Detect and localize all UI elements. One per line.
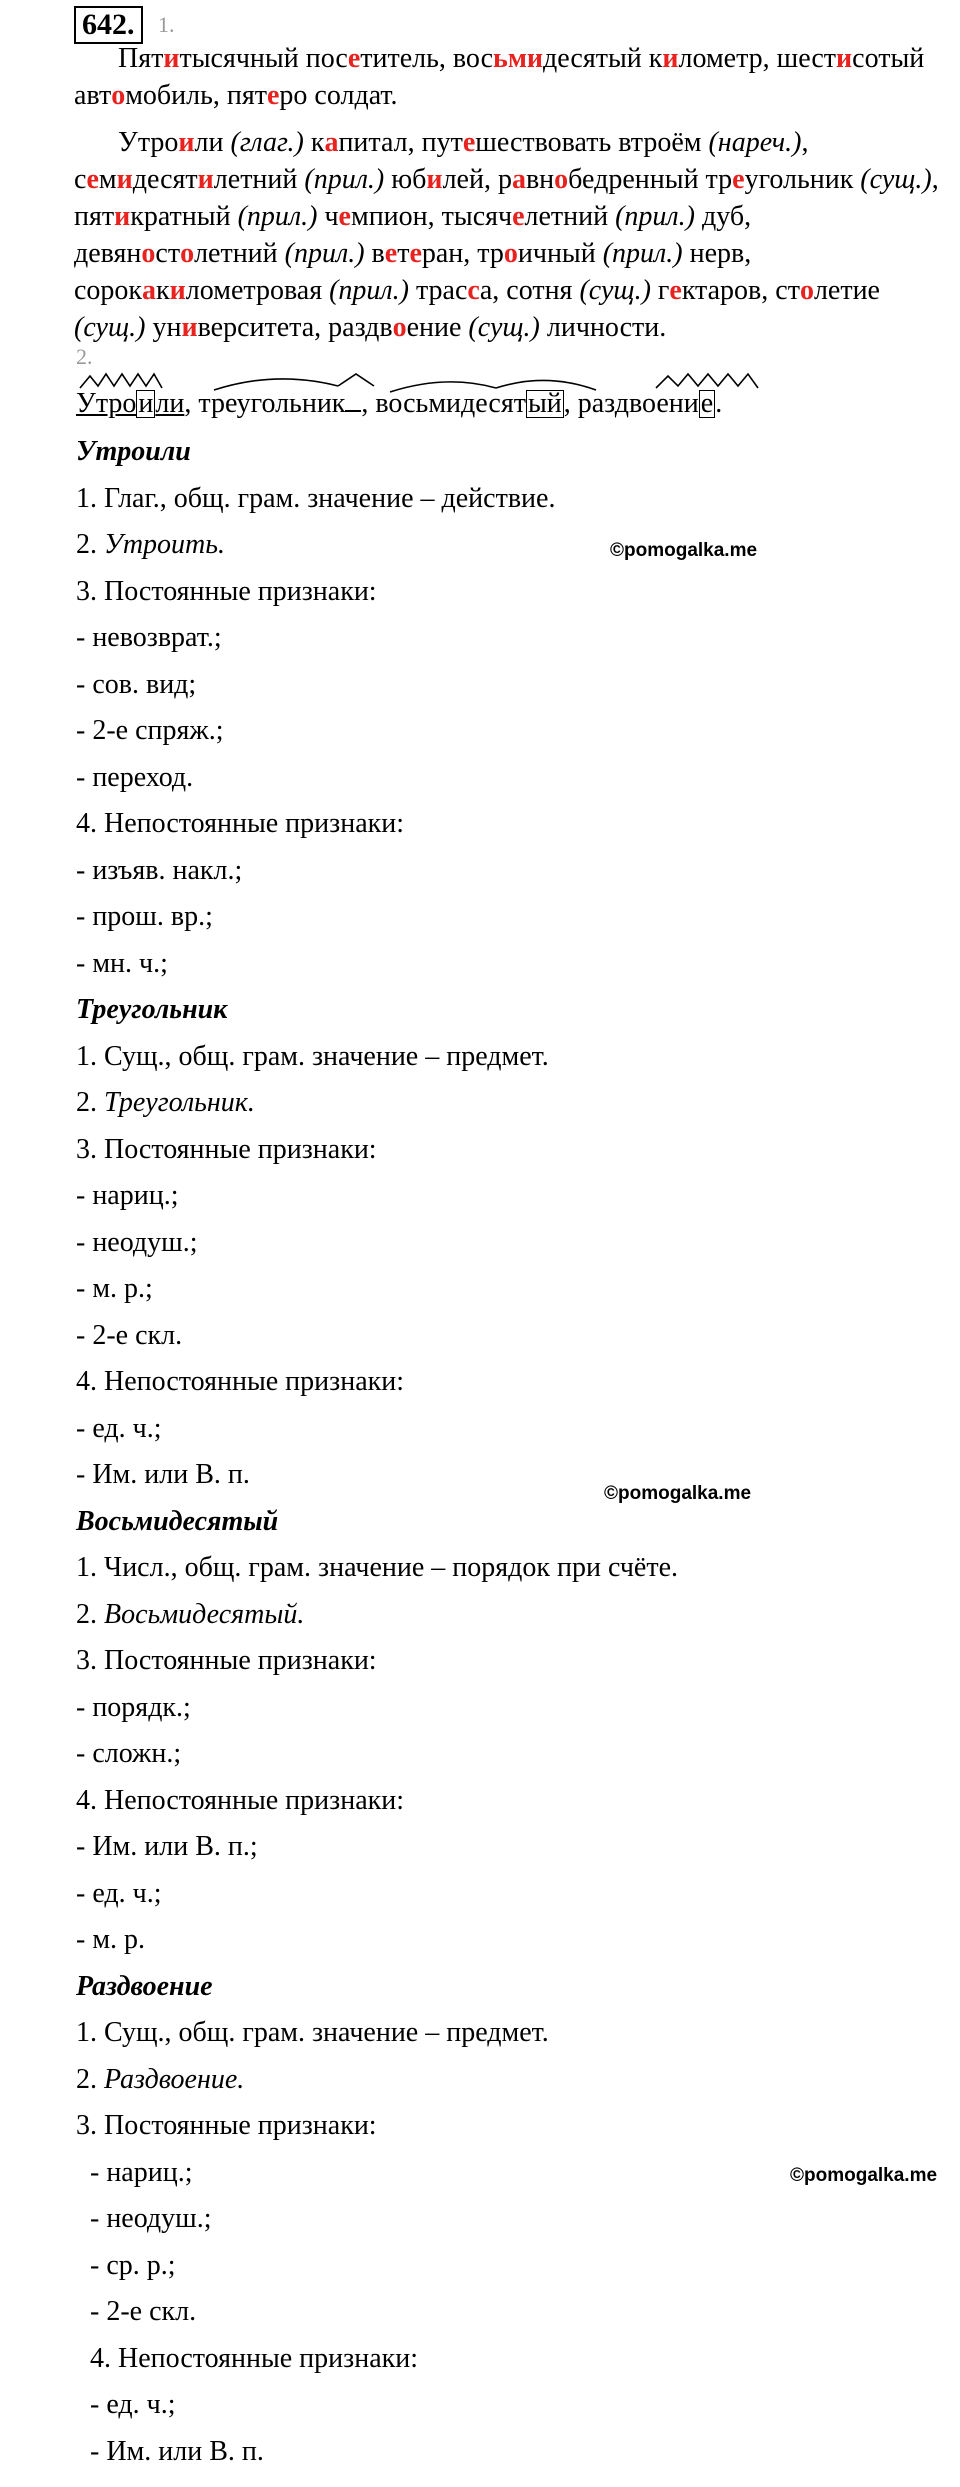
analysis-line <box>90 2203 212 2235</box>
analysis-line <box>76 1273 153 1305</box>
analysis-line <box>76 483 555 515</box>
highlighted-letter: с <box>467 275 480 306</box>
analysis-line <box>76 669 196 701</box>
word-razdvoenie: раздвоение <box>577 388 714 419</box>
section-title: Восьмидесятый <box>76 1505 279 1537</box>
part-of-speech-note: (прил.) <box>615 201 695 232</box>
analysis-line <box>76 1599 304 1631</box>
analysis-line <box>90 2250 176 2282</box>
watermark-2: ©pomogalka.me <box>604 1483 752 1504</box>
analysis-line <box>76 1134 377 1166</box>
analysis-line <box>76 1738 181 1770</box>
line-prefix: 1. <box>76 1552 104 1583</box>
suffix-mark-2 <box>338 374 374 386</box>
text-segment: ст <box>155 238 181 269</box>
line-prefix: 3. <box>76 575 104 607</box>
line-prefix: 4. <box>76 1366 104 1397</box>
line-prefix: 4. <box>90 2342 118 2374</box>
text-segment: нерв, сорок <box>74 238 752 306</box>
watermark-3: ©pomogalka.me <box>790 2165 938 2186</box>
text-segment: личности. <box>539 312 667 343</box>
text-segment: г <box>650 275 670 306</box>
text-segment: летний <box>524 201 616 232</box>
highlighted-letter: а <box>511 164 526 195</box>
analysis-line <box>76 1692 191 1724</box>
text-segment: сотый авт <box>74 43 925 111</box>
highlighted-letter: е <box>86 164 99 195</box>
line-prefix: 1. <box>76 1040 104 1072</box>
root-mark-4 <box>656 374 758 388</box>
line-text: - 2-е спряж.; <box>76 715 224 746</box>
text-segment: питал, пут <box>338 127 463 158</box>
section-title: Утроили <box>76 436 191 467</box>
line-text: Треугольник. <box>104 1087 255 1118</box>
line-text: - Им. или В. п. <box>76 1459 250 1490</box>
analysis-line <box>76 1645 377 1677</box>
line-prefix: 2. <box>76 1598 104 1630</box>
root-mark-1 <box>80 374 162 388</box>
text-segment: ичный <box>517 238 603 269</box>
part-of-speech-note: (прил.) <box>304 164 385 195</box>
line-prefix: 4. <box>76 1784 104 1816</box>
part1-paragraph-1 <box>74 40 954 114</box>
text-segment: ч <box>317 201 339 232</box>
part1-label: 1. <box>158 12 175 37</box>
analysis-line <box>76 2064 244 2096</box>
line-text: - изъяв. накл.; <box>76 854 243 886</box>
watermark-1: ©pomogalka.me <box>610 540 758 561</box>
text-segment: ун <box>145 312 182 343</box>
text-segment: тысячный пос <box>179 43 348 74</box>
line-text: - Им. или В. п.; <box>76 1831 258 1862</box>
part1-paragraph-2 <box>74 124 954 346</box>
part2-label: 2. <box>76 344 93 369</box>
line-text: - 2-е скл. <box>76 1319 183 1351</box>
highlighted-letter: и <box>169 275 186 306</box>
text-segment: дуб, девян <box>74 201 752 269</box>
analysis-line <box>90 2157 192 2189</box>
line-text: - нариц.; <box>76 1180 179 1211</box>
line-text: - м. р. <box>76 1924 146 1955</box>
analysis-line <box>76 2017 549 2049</box>
text-segment: мобиль, пят <box>125 80 267 111</box>
analysis-line <box>76 762 193 794</box>
section-title: Раздвоение <box>76 1970 213 2002</box>
part-of-speech-note: (прил.) <box>284 238 365 269</box>
text-segment: в <box>364 238 385 269</box>
text-segment: десят <box>132 164 198 195</box>
text-segment: к <box>303 127 325 158</box>
line-prefix: 2. <box>76 2063 104 2095</box>
analysis-line <box>76 1227 198 1259</box>
text-segment: вн <box>525 164 555 195</box>
highlighted-letter: и <box>116 164 133 195</box>
highlighted-letter: е <box>732 164 745 195</box>
text-segment: ро солдат. <box>279 80 398 111</box>
line-prefix: 2. <box>76 529 104 560</box>
line-text: - ед. ч.; <box>90 2389 176 2420</box>
analysis-line <box>76 1087 255 1119</box>
highlighted-letter: и <box>181 312 198 343</box>
highlighted-letter: а <box>142 275 157 306</box>
analysis-line <box>90 2389 176 2421</box>
analysis-line <box>76 529 225 561</box>
highlighted-letter: о <box>799 275 814 306</box>
highlighted-letter: о <box>141 238 156 269</box>
analysis-line <box>76 1320 182 1352</box>
line-prefix: 1. <box>76 482 104 514</box>
line-text: - сложн.; <box>76 1738 182 1769</box>
text-segment: м <box>98 164 117 195</box>
text-segment: верситета, раздв <box>197 312 393 343</box>
line-text: - ед. ч.; <box>76 1877 162 1909</box>
highlighted-letter: и <box>163 43 180 74</box>
line-text: - Им. или В. п. <box>90 2435 264 2467</box>
line-text: - нариц.; <box>90 2156 193 2188</box>
line-text: Сущ., общ. грам. значение – предмет. <box>104 1040 549 1072</box>
word-vosmidesyatyi: восьмидесятый <box>375 388 562 419</box>
text-segment: лей, р <box>442 164 512 195</box>
highlighted-letter: а <box>324 127 339 158</box>
part-of-speech-note: (прил.) <box>329 275 409 306</box>
analysis-line <box>76 622 222 654</box>
highlighted-letter: и <box>836 43 853 74</box>
text-segment: лометровая <box>185 275 330 306</box>
line-text: - мн. ч.; <box>76 947 168 979</box>
text-segment: Пят <box>118 43 164 74</box>
line-prefix: 3. <box>76 1645 104 1676</box>
text-segment: кратный <box>130 201 238 232</box>
analysis-line <box>76 901 213 933</box>
line-text: - сов. вид; <box>76 668 197 700</box>
text-segment: угольник <box>744 164 861 195</box>
line-text: Утроить. <box>104 529 226 560</box>
highlighted-letter: е <box>462 127 476 158</box>
section-title: Треугольник <box>76 994 228 1025</box>
text-segment: летие <box>813 275 880 306</box>
part-of-speech-note: (нареч.) <box>708 127 802 158</box>
highlighted-letter: е <box>512 201 525 232</box>
analysis-line <box>76 1785 404 1817</box>
line-text: Числ., общ. грам. значение – порядок при счёте. <box>104 1552 678 1583</box>
line-text: Непостоянные признаки: <box>104 808 404 839</box>
analysis-line <box>76 1924 145 1956</box>
line-text: Глаг., общ. грам. значение – действие. <box>104 482 556 514</box>
morph-words: Утроили, треугольник , восьмидесятый, раздвоение. <box>76 388 723 419</box>
line-text: Раздвоение. <box>104 2063 245 2095</box>
line-text: Непостоянные признаки: <box>104 1784 404 1816</box>
highlighted-letter: е <box>266 80 280 111</box>
text-segment: ктаров, ст <box>681 275 800 306</box>
line-text: Непостоянные признаки: <box>118 2342 418 2374</box>
analysis-line <box>76 808 404 840</box>
highlighted-letter: е <box>409 238 422 269</box>
line-prefix: 4. <box>76 808 104 839</box>
analysis-line <box>90 2436 264 2468</box>
highlighted-letter: и <box>114 201 131 232</box>
text-segment: , пят <box>74 164 939 232</box>
morphemic-parsing-line <box>76 368 776 428</box>
analysis-line <box>76 855 242 887</box>
analysis-line <box>76 948 168 980</box>
part-of-speech-note: (прил.) <box>602 238 683 269</box>
highlighted-letter: о <box>180 238 195 269</box>
text-segment: ран, тр <box>421 238 504 269</box>
text-segment: летний <box>194 238 285 269</box>
highlighted-letter: и <box>178 127 195 158</box>
text-segment: трас <box>408 275 468 306</box>
line-text: - неодуш.; <box>90 2203 212 2234</box>
line-text: - неодуш.; <box>76 1226 198 1258</box>
part-of-speech-note: (сущ.) <box>74 312 146 343</box>
highlighted-letter: о <box>111 80 126 111</box>
line-text: - невозврат.; <box>76 622 222 653</box>
line-text: - ср. р.; <box>90 2249 176 2281</box>
text-segment: т <box>397 238 410 269</box>
line-text: - м. р.; <box>76 1273 153 1304</box>
part-of-speech-note: (сущ.) <box>468 312 540 343</box>
analysis-line <box>90 2343 418 2375</box>
line-text: - переход. <box>76 761 194 793</box>
highlighted-letter: и <box>197 164 214 195</box>
text-segment: десятый к <box>543 43 663 74</box>
text-segment: мпион, тысяч <box>350 201 513 232</box>
analysis-line <box>90 2296 196 2328</box>
line-text: - прош. вр.; <box>76 901 213 932</box>
analysis-line <box>76 1041 549 1073</box>
analysis-line <box>76 1459 250 1491</box>
analysis-line <box>76 1180 178 1212</box>
line-text: Постоянные признаки: <box>104 1133 377 1165</box>
analysis-line <box>76 1878 162 1910</box>
line-text: Непостоянные признаки: <box>104 1366 404 1397</box>
highlighted-letter: и <box>426 164 443 195</box>
word-utroili: Утроили <box>76 388 185 419</box>
line-text: - порядк.; <box>76 1691 191 1723</box>
analysis-line <box>76 2110 377 2142</box>
analysis-line <box>76 1413 162 1445</box>
line-text: - 2-е скл. <box>90 2296 197 2327</box>
highlighted-letter: о <box>392 312 407 343</box>
part-of-speech-note: (сущ.) <box>579 275 651 306</box>
text-segment: Утро <box>118 127 179 158</box>
highlighted-letter: е <box>384 238 398 269</box>
text-segment: шествовать втроём <box>475 127 709 158</box>
line-prefix: 3. <box>76 2110 104 2141</box>
text-segment: , с <box>74 127 809 195</box>
text-segment: бедренный тр <box>568 164 733 195</box>
text-segment: к <box>156 275 170 306</box>
highlighted-letter: е <box>338 201 351 232</box>
line-text: - ед. ч.; <box>76 1412 162 1444</box>
highlighted-letter: о <box>554 164 569 195</box>
analysis-line <box>76 715 224 747</box>
line-text: Сущ., общ. грам. значение – предмет. <box>104 2017 549 2048</box>
line-text: Восьмидесятый. <box>104 1598 305 1630</box>
analysis-line <box>76 576 377 608</box>
line-text: Постоянные признаки: <box>104 575 377 607</box>
part-of-speech-note: (глаг.) <box>230 127 304 158</box>
text-segment: а, сотня <box>479 275 580 306</box>
text-segment: летний <box>213 164 305 195</box>
line-prefix: 2. <box>76 1087 104 1118</box>
word-treugolnik: треугольник <box>198 388 361 419</box>
highlighted-letter: е <box>347 43 361 74</box>
analysis-line <box>76 1552 678 1584</box>
line-prefix: 3. <box>76 1133 104 1165</box>
analysis-line <box>76 1366 404 1398</box>
text-segment: юб <box>384 164 427 195</box>
text-segment: ение <box>406 312 469 343</box>
line-prefix: 1. <box>76 2017 104 2048</box>
text-segment: ли <box>194 127 231 158</box>
highlighted-letter: е <box>669 275 682 306</box>
part-of-speech-note: (прил.) <box>237 201 318 232</box>
exercise-number: 642. <box>74 6 143 44</box>
line-text: Постоянные признаки: <box>104 1645 377 1676</box>
analysis-line <box>76 1831 258 1863</box>
text-segment: лометр, шест <box>678 43 837 74</box>
highlighted-letter: ьми <box>493 43 544 74</box>
line-text: Постоянные признаки: <box>104 2110 377 2141</box>
part1-block <box>74 40 954 346</box>
highlighted-letter: и <box>662 43 679 74</box>
text-segment: титель, вос <box>360 43 494 74</box>
part-of-speech-note: (сущ.) <box>860 164 932 195</box>
highlighted-letter: о <box>503 238 518 269</box>
